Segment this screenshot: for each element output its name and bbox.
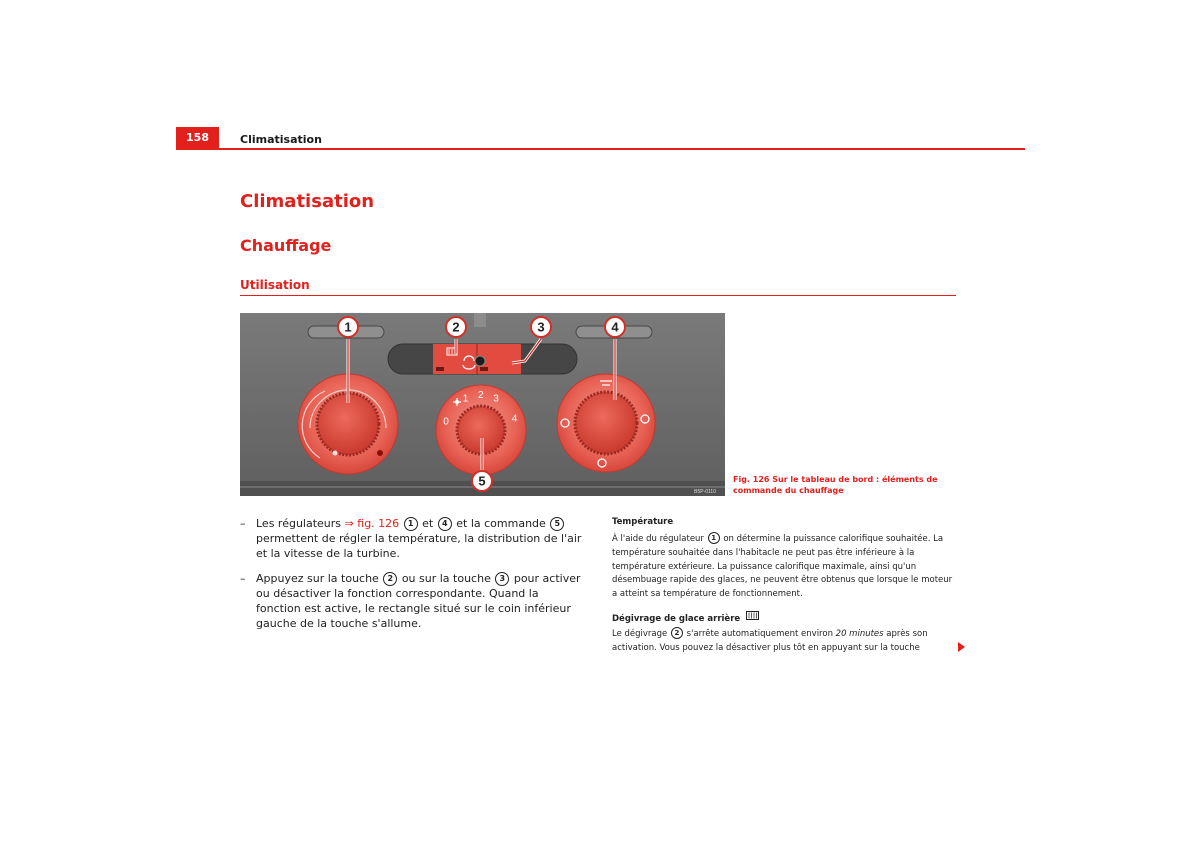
- bullet-dash: –: [240, 517, 246, 530]
- rear-window-defrost-icon: [746, 611, 759, 621]
- bullet-text: ou sur la touche: [398, 572, 495, 585]
- figure-caption: Fig. 126 Sur le tableau de bord : éléments de commande du chauffage: [733, 475, 938, 495]
- figure-reference-link[interactable]: ⇒ fig. 126: [344, 517, 400, 530]
- paragraph-text: s'arrête automatiquement environ: [683, 629, 836, 639]
- page-number: 158: [176, 127, 219, 149]
- callout-number: 3: [537, 319, 545, 335]
- callout-number: 2: [452, 319, 460, 335]
- paragraph-text: À l'aide du régulateur: [612, 534, 707, 544]
- temperature-heading: Température: [612, 517, 674, 527]
- paragraph-text: Le dégivrage: [612, 629, 670, 639]
- bullet-dash: –: [240, 572, 246, 585]
- heating-controls-figure: [240, 313, 725, 496]
- callout-ref: 1: [404, 517, 418, 531]
- section-title: Chauffage: [240, 236, 332, 255]
- paragraph-text: après son activation. Vous pouvez la désactiver plus tôt en appuyant sur la touche: [612, 629, 928, 653]
- figure-callout-2: [446, 317, 466, 337]
- air-distribution-knob: [557, 374, 655, 472]
- bullet-text: pour activer ou désactiver la fonction correspondante. Quand la fonction est active, le rectangle situé sur le coin inférieur gauche de la touche s'allume.: [256, 572, 581, 630]
- subsection-title: Utilisation: [240, 278, 310, 292]
- bullet-text: et: [418, 517, 437, 530]
- fan-scale-label: 3: [493, 393, 499, 405]
- callout-ref: 3: [495, 572, 509, 586]
- rear-defrost-heading: [612, 611, 759, 624]
- bullet-text: Les régulateurs: [256, 517, 345, 530]
- fan-scale-label: 4: [511, 413, 518, 425]
- figure-callout-1: [338, 317, 358, 337]
- bullet-text: et la commande: [452, 517, 550, 530]
- callout-ref: 1: [708, 532, 720, 544]
- continue-arrow-icon: [958, 642, 965, 652]
- chapter-title: Climatisation: [240, 191, 375, 212]
- figure-callout-4: [605, 317, 625, 337]
- figure-code: B5P-0110: [694, 489, 716, 495]
- fan-scale-label: 1: [462, 393, 469, 405]
- temperature-paragraph: [612, 532, 957, 602]
- callout-number: 5: [478, 473, 486, 489]
- figure-callout-5: [472, 471, 492, 491]
- callout-number: 1: [344, 319, 352, 335]
- callout-ref: 4: [438, 517, 452, 531]
- fan-scale-label: 0: [443, 416, 449, 428]
- instruction-bullet: [240, 516, 585, 561]
- bullet-text: permettent de régler la température, la distribution de l'air et la vitesse de la turbine.: [256, 532, 582, 560]
- figure-callout-3: [531, 317, 551, 337]
- callout-ref: 2: [383, 572, 397, 586]
- callout-number: 4: [611, 319, 619, 335]
- paragraph-text: on détermine la puissance calorifique souhaitée. La température souhaitée dans l'habitacle ne peut pas être inférieure à la température extérieure. La puissance calorifique maximale, ainsi qu'un désembuage rapide des glaces, ne peuvent être obtenus que lorsque le moteur a atteint sa température de fonctionnement.: [612, 534, 953, 600]
- emphasis-text: 20 minutes: [835, 629, 884, 639]
- heading-text: Dégivrage de glace arrière: [612, 614, 741, 624]
- subsection-rule: [240, 295, 956, 296]
- running-head: Climatisation: [240, 133, 322, 146]
- header-rule: [176, 148, 1025, 150]
- instruction-bullet: [240, 571, 585, 631]
- bullet-text: Appuyez sur la touche: [256, 572, 383, 585]
- callout-ref: 2: [671, 627, 683, 639]
- fan-scale-label: 2: [478, 390, 484, 401]
- rear-defrost-paragraph: [612, 627, 957, 656]
- callout-ref: 5: [550, 517, 564, 531]
